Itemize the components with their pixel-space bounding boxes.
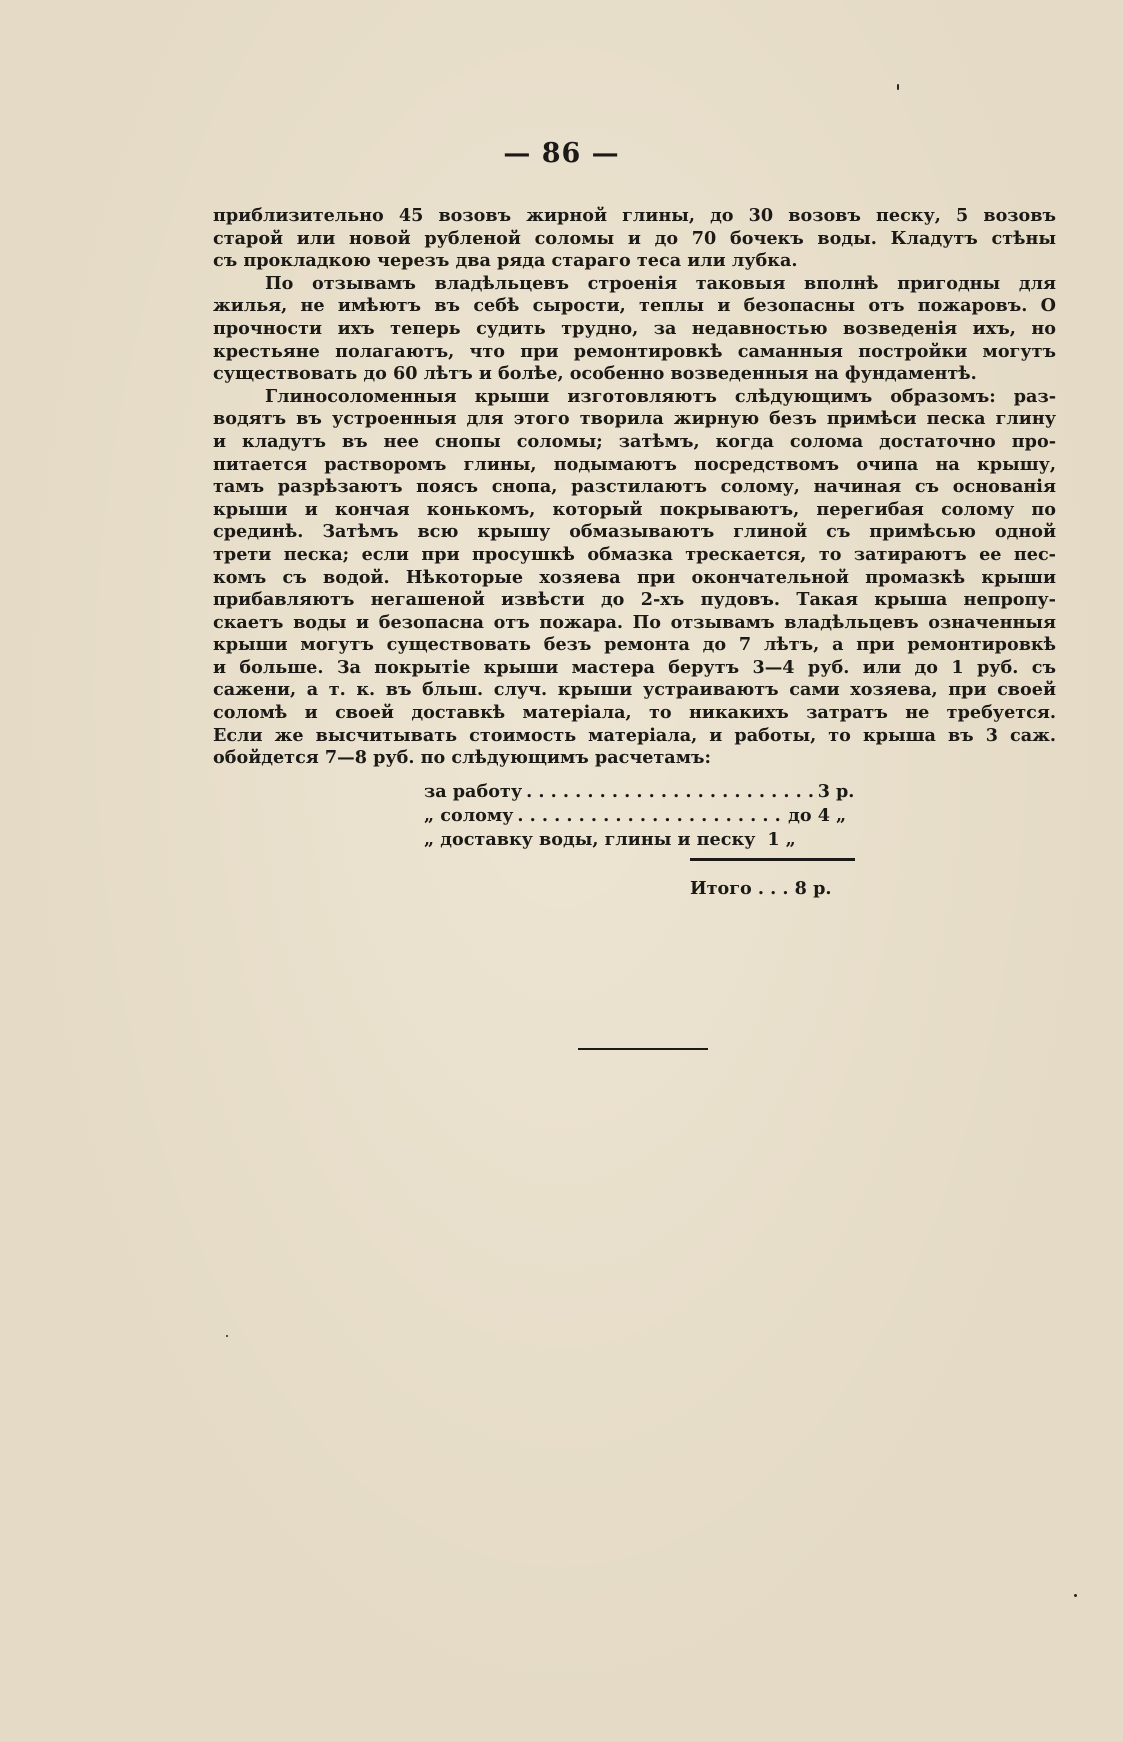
total-row xyxy=(690,878,860,899)
text-line: съ прокладкою черезъ два ряда стараго теса или лубка. xyxy=(213,250,798,272)
calc-unit: „ xyxy=(785,829,796,850)
text-line: водятъ въ устроенныя для этого творила жирную безъ примѣси песка глину xyxy=(213,408,1056,430)
body-text xyxy=(213,205,1056,770)
text-line: обойдется 7—8 руб. по слѣдующимъ расчетамъ: xyxy=(213,747,711,769)
total-value: 8 xyxy=(794,878,807,899)
calc-unit: „ xyxy=(836,805,847,826)
text-line: соломѣ и своей доставкѣ матеріала, то никакихъ затратъ не требуется. xyxy=(213,702,1056,724)
text-line: приблизительно 45 возовъ жирной глины, до 30 возовъ песку, 5 возовъ xyxy=(213,205,1056,226)
text-line: крыши могутъ существовать безъ ремонта до 7 лѣтъ, а при ремонтировкѣ xyxy=(213,634,1056,656)
text-line: комъ съ водой. Нѣкоторые хозяева при окончательной промазкѣ крыши xyxy=(213,566,1056,588)
scan-speck xyxy=(1074,1594,1077,1597)
text-line: срединѣ. Затѣмъ всю крышу обмазываютъ глиной съ примѣсью одной xyxy=(213,521,1056,543)
page-number: — 86 — xyxy=(503,138,620,169)
leader-dots xyxy=(513,804,788,828)
total-label: Итого . . . xyxy=(690,878,789,899)
cost-calculation xyxy=(424,780,864,852)
text-line: прочности ихъ теперь судить трудно, за недавностью возведенія ихъ, но xyxy=(213,317,1056,339)
text-line: существовать до 60 лѣтъ и болѣе, особенно возведенныя на фундаментѣ. xyxy=(213,363,977,385)
sum-rule xyxy=(690,858,855,861)
calc-value: до 4 xyxy=(788,805,830,826)
calc-value: 3 xyxy=(817,781,830,802)
text-line: прибавляютъ негашеной извѣсти до 2-хъ пудовъ. Такая крыша непропу- xyxy=(213,589,1056,611)
calc-row-delivery xyxy=(424,828,864,852)
calc-row-straw xyxy=(424,804,864,828)
text-line: крестьяне полагаютъ, что при ремонтировкѣ саманныя постройки могутъ xyxy=(213,340,1056,362)
text-line: старой или новой рубленой соломы и до 70 бочекъ воды. Кладутъ стѣны xyxy=(213,227,1056,249)
text-line: трети песка; если при просушкѣ обмазка трескается, то затираютъ ее пес- xyxy=(213,543,1056,565)
total-unit: р. xyxy=(813,878,832,899)
scan-speck xyxy=(897,84,899,90)
text-line: и больше. За покрытіе крыши мастера берутъ 3—4 руб. или до 1 руб. съ xyxy=(213,656,1056,678)
text-line: тамъ разрѣзаютъ поясъ снопа, разстилаютъ солому, начиная съ основанія xyxy=(213,476,1056,498)
calc-row-labor xyxy=(424,780,864,804)
calc-label: „ доставку воды, глины и песку xyxy=(424,829,756,850)
text-line: скаетъ воды и безопасна отъ пожара. По отзывамъ владѣльцевъ означенныя xyxy=(213,611,1056,633)
calc-unit: р. xyxy=(836,781,855,802)
text-line: и кладутъ въ нее снопы соломы; затѣмъ, когда солома достаточно про- xyxy=(213,430,1056,452)
text-line: питается растворомъ глины, подымаютъ посредствомъ очипа на крышу, xyxy=(213,453,1056,475)
text-line: сажени, а т. к. въ бльш. случ. крыши устраиваютъ сами хозяева, при своей xyxy=(213,679,1056,701)
scan-speck xyxy=(226,1335,228,1337)
calc-label: „ солому xyxy=(424,805,514,826)
text-line: Глиносоломенныя крыши изготовляютъ слѣдующимъ образомъ: раз- xyxy=(265,385,1056,407)
leader-dots xyxy=(522,780,818,804)
section-end-rule xyxy=(578,1048,708,1050)
calc-value: 1 xyxy=(767,829,780,850)
text-line: Если же высчитывать стоимость матеріала, и работы, то крыша въ 3 саж. xyxy=(213,724,1056,746)
text-line: крыши и кончая конькомъ, который покрываютъ, перегибая солому по xyxy=(213,498,1056,520)
text-line: жилья, не имѣютъ въ себѣ сырости, теплы и безопасны отъ пожаровъ. О xyxy=(213,295,1056,317)
text-line: По отзывамъ владѣльцевъ строенія таковыя вполнѣ пригодны для xyxy=(265,272,1056,294)
calc-label: за работу xyxy=(424,781,523,802)
